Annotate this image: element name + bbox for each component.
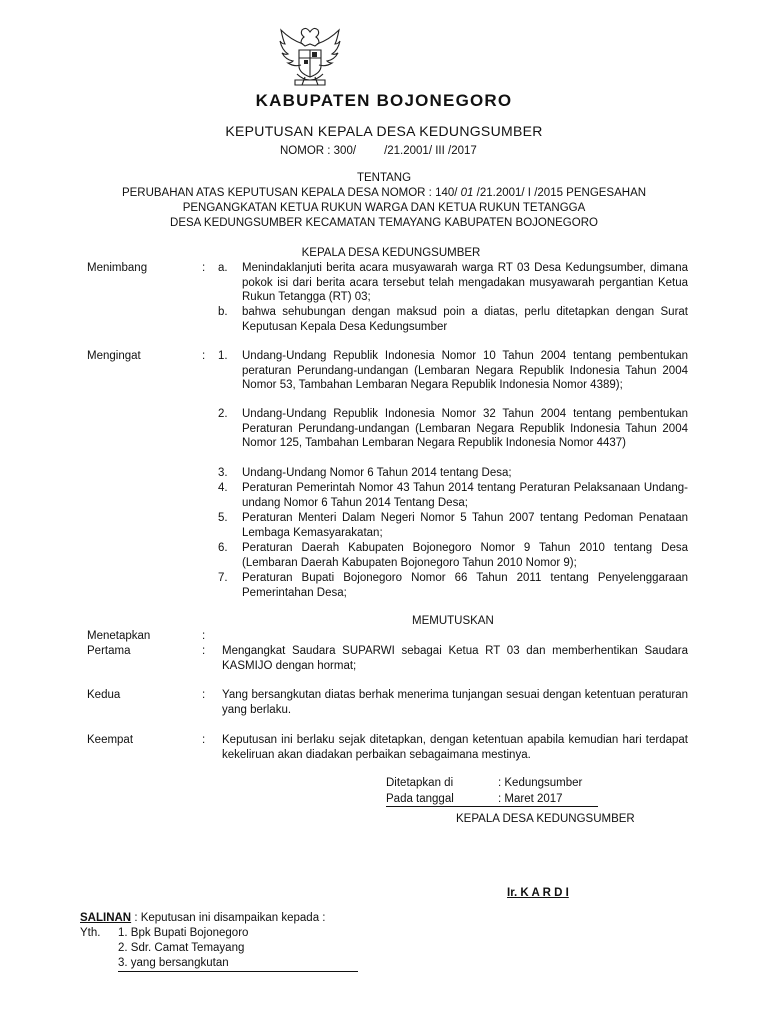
- kedua-label: Kedua: [87, 689, 121, 701]
- recipient-3: 3. yang bersangkutan: [118, 956, 358, 972]
- mengingat-item-4-marker: 4.: [218, 482, 228, 494]
- copies-heading-row: [80, 911, 325, 926]
- mengingat-item-6-marker: 6.: [218, 542, 228, 554]
- date-value: : Maret 2017: [498, 793, 563, 805]
- menimbang-item-b-marker: b.: [218, 306, 228, 318]
- subject-line-1-italic: 01: [457, 187, 477, 199]
- keempat-label: Keempat: [87, 734, 134, 746]
- mengingat-item-4: Peraturan Pemerintah Nomor 43 Tahun 2014 tentang Peraturan Pelaksanaan Undang-undang Nomor 6 Tahun 2014 Tentang Desa;: [242, 482, 688, 509]
- decree-number-label: NOMOR : 300/: [280, 145, 357, 157]
- memutuskan-heading: MEMUTUSKAN: [412, 615, 494, 627]
- issuer-heading: KEPALA DESA KEDUNGSUMBER: [301, 247, 481, 259]
- date-row: [386, 792, 598, 807]
- garuda-emblem-icon: [275, 22, 345, 92]
- subject-line-3: DESA KEDUNGSUMBER KECAMATAN TEMAYANG KABUPATEN BOJONEGORO: [170, 217, 598, 229]
- menimbang-item-a-marker: a.: [218, 262, 228, 274]
- menetapkan-colon: :: [202, 630, 206, 642]
- pertama-label: Pertama: [87, 645, 131, 657]
- copies-intro: : Keputusan ini disampaikan kepada :: [131, 912, 326, 924]
- copies-heading: SALINAN: [80, 912, 132, 924]
- pertama-colon: :: [202, 645, 206, 657]
- menimbang-item-b: bahwa sehubungan dengan maksud poin a diatas, perlu ditetapkan dengan Surat Keputusan Kepala Desa Kedungsumber: [242, 306, 688, 333]
- place-value: : Kedungsumber: [498, 777, 583, 789]
- mengingat-item-7: Peraturan Bupati Bojonegoro Nomor 66 Tahun 2011 tentang Penyelenggaraan Pemerintahan Desa;: [242, 572, 688, 599]
- subject-line-1-suffix: /21.2001/ I /2015 PENGESAHAN: [476, 187, 647, 199]
- menimbang-item-a: Menindaklanjuti berita acara musyawarah warga RT 03 Desa Kedungsumber, dimana pokok isi dari berita acara tersebut telah mengadakan musyawarah pergantian Ketua Rukun Tetangga (RT) 03;: [242, 262, 688, 304]
- mengingat-item-3-marker: 3.: [218, 467, 228, 479]
- regency-title: KABUPATEN BOJONEGORO: [255, 91, 513, 110]
- menetapkan-label: Menetapkan: [87, 630, 151, 642]
- signatory-name: Ir. K A R D I: [507, 887, 569, 899]
- date-label: Pada tanggal: [386, 793, 454, 805]
- mengingat-item-1: Undang-Undang Republik Indonesia Nomor 10 Tahun 2004 tentang pembentukan peraturan Perundang-undangan (Lembaran Negara Republik Indonesia Tahun 2004 Nomor 53, Tambahan Lembaran Negara Republik Indonesia Nomor 4389);: [242, 350, 688, 392]
- subject-line-1-prefix: PERUBAHAN ATAS KEPUTUSAN KEPALA DESA NOMOR : 140/: [121, 187, 458, 199]
- keempat-colon: :: [202, 734, 206, 746]
- mengingat-colon: :: [202, 350, 206, 362]
- mengingat-item-3: Undang-Undang Nomor 6 Tahun 2014 tentang Desa;: [242, 467, 512, 479]
- mengingat-item-2-marker: 2.: [218, 408, 228, 420]
- keempat-text: Keputusan ini berlaku sejak ditetapkan, dengan ketentuan apabila kemudian hari terdapat kekeliruan akan diadakan perbaikan sebagaimana mestinya.: [222, 734, 688, 761]
- decree-number: [280, 144, 477, 159]
- tentang-heading: TENTANG: [356, 172, 412, 184]
- mengingat-item-2: Undang-Undang Republik Indonesia Nomor 32 Tahun 2004 tentang pembentukan Peraturan Perundang-undangan (Lembaran Negara Republik Indonesia Tahun 2004 Nomor 125, Tambahan Lembaran Negara Republik Indonesia Nomor 4437): [242, 408, 688, 450]
- mengingat-item-5: Peraturan Menteri Dalam Negeri Nomor 5 Tahun 2007 tentang Pedoman Penataan Lembaga Kemasyarakatan;: [242, 512, 688, 539]
- signatory-position: KEPALA DESA KEDUNGSUMBER: [456, 813, 635, 825]
- kedua-colon: :: [202, 689, 206, 701]
- menimbang-label: Menimbang: [87, 262, 148, 274]
- pertama-text: Mengangkat Saudara SUPARWI sebagai Ketua RT 03 dan memberhentikan Saudara KASMIJO dengan hormat;: [222, 645, 688, 672]
- decree-number-suffix: /21.2001/ III /2017: [384, 145, 477, 157]
- place-label: Ditetapkan di: [386, 777, 454, 789]
- mengingat-item-1-marker: 1.: [218, 350, 228, 362]
- menimbang-colon: :: [202, 262, 206, 274]
- subject-line-1: [0, 186, 768, 201]
- decree-title: KEPUTUSAN KEPALA DESA KEDUNGSUMBER: [225, 123, 543, 139]
- mengingat-label: Mengingat: [87, 350, 141, 362]
- mengingat-item-6: Peraturan Daerah Kabupaten Bojonegoro Nomor 9 Tahun 2010 tentang Desa (Lembaran Daerah Kabupaten Bojonegoro Tahun 2010 Nomor 9);: [242, 542, 688, 569]
- mengingat-item-5-marker: 5.: [218, 512, 228, 524]
- yth-label: Yth.: [80, 927, 101, 939]
- subject-line-2: PENGANGKATAN KETUA RUKUN WARGA DAN KETUA RUKUN TETANGGA: [182, 202, 586, 214]
- recipient-1: 1. Bpk Bupati Bojonegoro: [118, 927, 249, 939]
- mengingat-item-7-marker: 7.: [218, 572, 228, 584]
- recipient-2: 2. Sdr. Camat Temayang: [118, 942, 245, 954]
- kedua-text: Yang bersangkutan diatas berhak menerima tunjangan sesuai dengan ketentuan peraturan yang berlaku.: [222, 689, 688, 716]
